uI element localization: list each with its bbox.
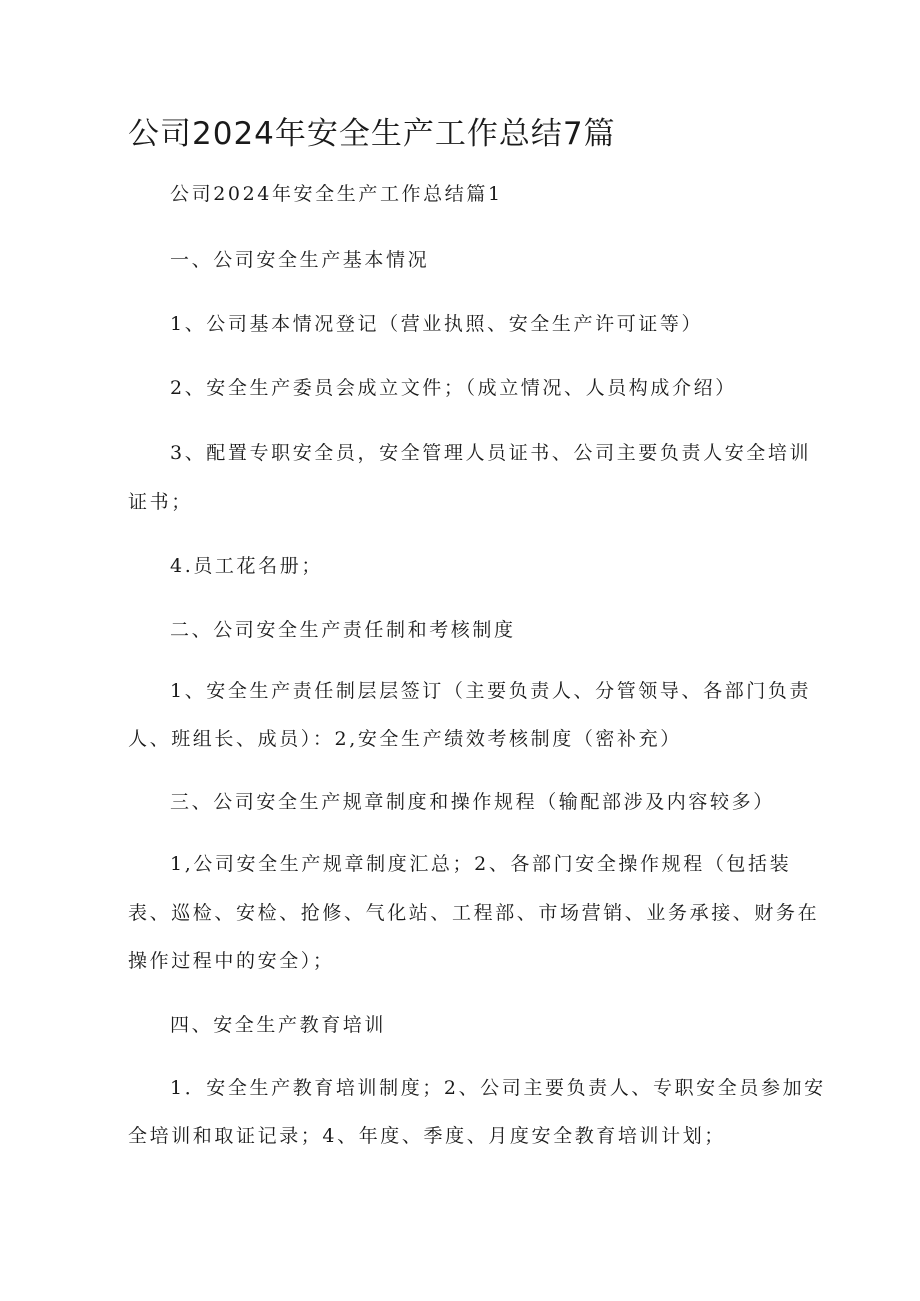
paragraph: 1．安全生产教育培训制度；2、公司主要负责人、专职安全员参加安: [170, 1077, 826, 1099]
paragraph: 2、安全生产委员会成立文件；（成立情况、人员构成介绍）: [170, 377, 737, 399]
paragraph: 3、配置专职安全员，安全管理人员证书、公司主要负责人安全培训: [170, 442, 812, 464]
paragraph-continuation: 操作过程中的安全）；: [128, 950, 335, 972]
paragraph: 1、安全生产责任制层层签订（主要负责人、分管领导、各部门负责: [170, 680, 812, 702]
paragraph-continuation: 人、班组长、成员）：2,安全生产绩效考核制度（密补充）: [128, 728, 682, 750]
paragraph: 1、公司基本情况登记（营业执照、安全生产许可证等）: [170, 313, 704, 335]
paragraph: 4.员工花名册；: [170, 555, 323, 577]
document-title: 公司2024年安全生产工作总结7篇: [128, 116, 616, 152]
section-heading-4: 四、安全生产教育培训: [170, 1014, 387, 1036]
paragraph-continuation: 表、巡检、安检、抢修、气化站、工程部、市场营销、业务承接、财务在: [128, 902, 820, 924]
paragraph-continuation: 全培训和取证记录；4、年度、季度、月度安全教育培训计划；: [128, 1125, 726, 1147]
section-heading-1: 一、公司安全生产基本情况: [170, 249, 430, 271]
section-heading-3: 三、公司安全生产规章制度和操作规程（输配部涉及内容较多）: [170, 791, 775, 813]
section-subtitle: 公司2024年安全生产工作总结篇1: [170, 183, 503, 205]
paragraph: 1,公司安全生产规章制度汇总；2、各部门安全操作规程（包括装: [170, 853, 792, 875]
section-heading-2: 二、公司安全生产责任制和考核制度: [170, 619, 516, 641]
paragraph-continuation: 证书；: [128, 491, 193, 513]
